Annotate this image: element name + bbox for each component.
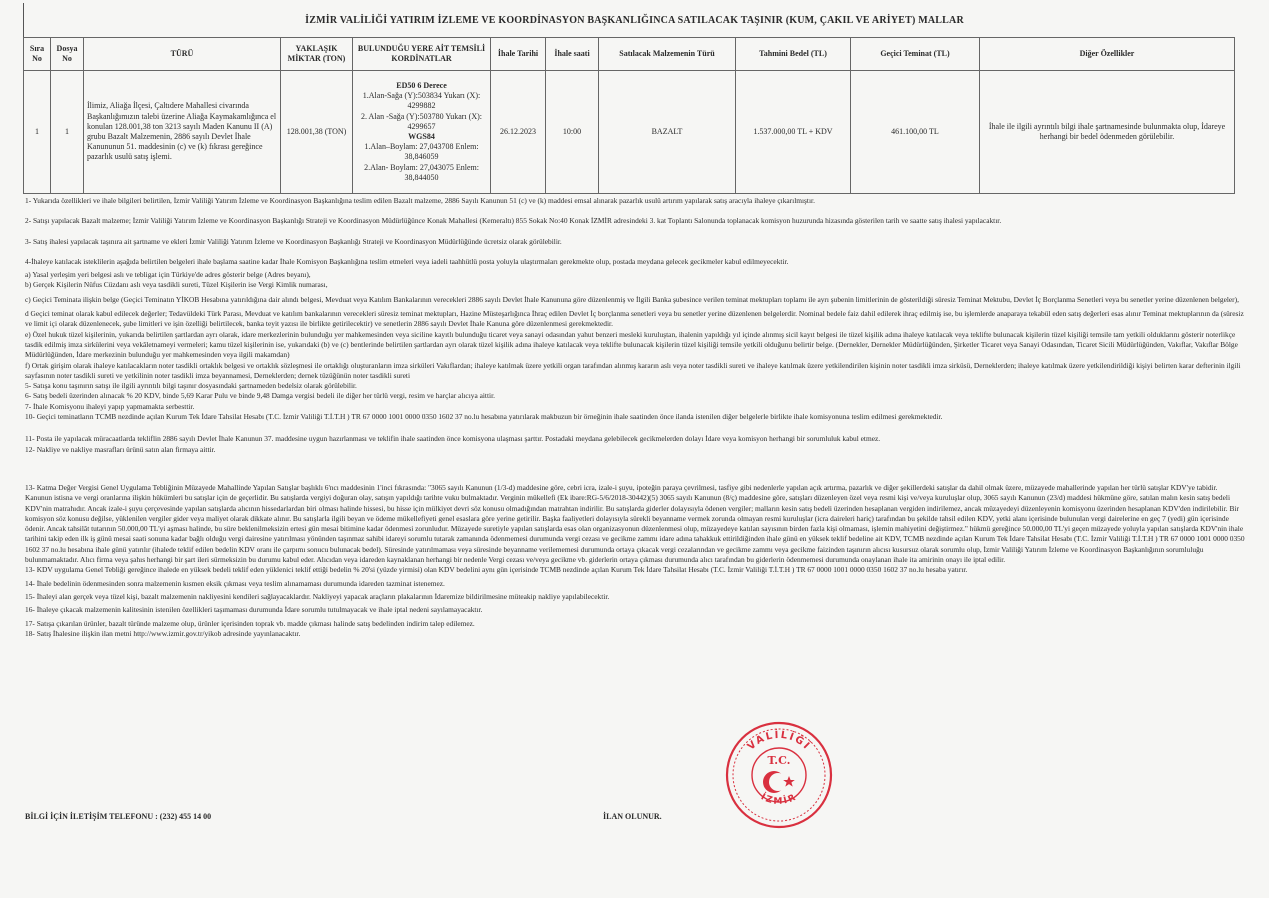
cell-diger: İhale ile ilgili ayrıntılı bilgi ihale şartnamesinde bulunmakta olup, İdareye herhangi bir bedel ödenmeden görülebilir.: [980, 71, 1235, 194]
announce-text: İLAN OLUNUR.: [603, 812, 662, 821]
note-2: 2- Satışı yapılacak Bazalt malzeme; İzmir Valiliği Yatırım İzleme ve Koordinasyon Başkanlığı Strateji ve Koordinasyon Müdürlüğünce Konak Mahallesi (Kemeraltı) 855 Sokak No:40 Konak İZMİR adresindeki 3. kat Toplantı Salonunda toplanacak komisyon huzurunda hizasında gösterilen tarih ve saatte satış ihalesi yapılacaktır.: [25, 216, 1002, 226]
stamp-top-text: VALİLİĞİ: [745, 729, 813, 753]
header-malzeme: Satılacak Malzemenin Türü: [599, 38, 736, 71]
note-13: 13- Katma Değer Vergisi Genel Uygulama Tebliğinin Müzayede Mahallinde Yapılan Satışlar başlıklı 6'ncı maddesinin 1'inci fıkrasında: "3065 sayılı Kanunun (1/3-d) maddesine göre, cebri icra, izale-i şuyu, ipoteğin paraya çevrilmesi, tasfiye gibi nedenlerle yapılan açık artırma, pazarlık ve diğer şekillerdeki satışlar da dahil olmak üzere, müzayede mahallerinde yapılan her türlü satışlar KDV'ye tabidir. Kanunun istisna ve vergi oranlarına ilişkin hükümleri bu satışlar için de geçerlidir. Bu satışlarda vergiyi doğuran olay, satışın yapıldığı tarihte vuku bulmaktadır. Verginin mükellefi (Ek ibare:RG-5/6/2018-30442)(5) 3065 sayılı Kanunun (8/ç) maddesine göre, satışları düzenleyen özel veya resmi kişi ve/veya kuruluşlar olup, 3065 sayılı Kanunun (23/d) maddesi hükmüne göre, satılan malın kesin satış bedeli KDV'nin matrahıdır. Ancak izale-i şuyu çerçevesinde yapılan satışlarda alıcının hissedarlardan biri olması halinde hissesi, bu hisse için mülkiyet devri söz konusu olmadığından matrahtan indirilir. Bu satışlarda giderler dolayısıyla ödenen vergiler; malların kesin satış bedeli üzerinden hesaplanan vergiden indirilemez, ancak müzayedeyi düzenleyenin komisyonu üzerinden hesaplanan KDV'den indirilebilir. Bir komisyon söz konusu değilse, yüklenilen vergiler gider veya maliyet olarak dikkate alınır. Bu satışlarla ilgili beyan ve ödeme mükellefiyeti genel esaslara göre yerine getirilir. Başka faaliyetleri dolayısıyla sürekli beyanname vermek zorunda olmayan resmi kuruluşlar (icra daireleri hariç) tarafından bu şekilde tahsil edilen KDV, yetki alanı içerisinde bulunulan vergi dairelerine en geç 7 (yedi) gün içerisinde ödenir. Ancak tahsilât tutarının 50.000,00 TL'yi aşması halinde, bu süre beklenilmeksizin ertesi gün mesai bitimine kadar ödenmesi zorunludur. Müzayede suretiyle yapılan satışlarda esas olan organizasyonun düzenlenmesi olup, müzayedeye katılan sayısının birden fazla kişi olmaması, işlemin mahiyetini değiştirmez." hükmü gereğince 50.000,00 TL'yi geçen müzayede yoluyla yapılan satışlarda KDV'nin ihale tarihini takip eden ilk iş günü mesai saati sonuna kadar bağlı olduğu vergi dairesine yatırılması yönünden taşınmaz sahibi idareyi sorumlu tutarak zamanında ödenmemesi durumunda vergi cezası ve gecikme zammı idare adına tahakkuk ettirildiğinden ihale günü en yüksek teklif bedeline ait KDV, TCMB nezdinde açılan Kurum Tek İdare Tahsilat Hesabı (T.C. İzmir Valiliği T.İ.T.H ) TR 67 0000 1001 0000 0350 1602 37 no.lu hesabına ihale günü yatırılır (ihalede teklif edilen bedelin KDV oranı ile çarpımı sonucu bulunacak bedel). Süresinde yatırılmaması veya süresinde beyanname verilememesi durumunda ortaya çıkacak vergi cezalarından ve gecikme zammı veya gecikme faizinden taşınırın alıcısı kusursuz olarak sorumlu olup, İzmir Valiliği Yatırım İzleme ve Koordinasyon Başkanlığının sorumluluğu bulunmamaktadır. Alıcı firma veya şahıs herhangi bir şart ileri sürmeksizin bu durumu kabul eder. Alıcıdan veya idareden kaynaklanan herhangi bir nedenle Vergi cezası ve/veya gecikme vb. giderlerin ortaya çıkması durumunda alıcı tarafından bu giderlerin ödenmemesi durumunda onaylanan ihale ita amirinin onayı ile iptal edilir.: [25, 482, 1245, 565]
cell-malzeme: BAZALT: [599, 71, 736, 194]
note-13b: 13- KDV uygulama Genel Tebliği gereğince ihalede en yüksek bedeli teklif eden yüklenici teklif ettiği bedelin % 20'si (yüzde yirmisi) olan KDV bedelini aynı gün içerisinde TCMB nezdinde açılan Kurum Tek İdare Tahsilat Hesabı (T.C. İzmir Valiliği T.İ.T.H ) TR 67 0000 1001 0000 0350 1602 37 no.lu hesaba yatırır.: [25, 565, 968, 575]
note-4: 4-İhaleye katılacak isteklilerin aşağıda belirtilen belgeleri ihale başlama saatine kadar İhale Komisyon Başkanlığına teslim etmeleri veya iadeli taahhütlü posta yoluyla ulaştırmaları gerekmekte olup, postada meydana gelecek gecikmeler kabul edilmeyecektir.: [25, 256, 789, 266]
stamp-center-text: T.C.: [767, 754, 791, 767]
coord-line-3: 1.Alan–Boylam: 27,043708 Enlem: 38,846059: [364, 142, 479, 162]
note-5: 5- Satışa konu taşınırın satışı ile ilgili ayrıntılı bilgi taşınır dosyasındaki şartnameden bedelsiz olarak görülebilir.: [25, 381, 357, 391]
cell-bedel: 1.537.000,00 TL + KDV: [736, 71, 851, 194]
cell-teminat: 461.100,00 TL: [851, 71, 980, 194]
coord-line-4: 2.Alan- Boylam: 27,043075 Enlem: 38,844050: [364, 162, 479, 182]
stamp-bottom-text: İZMİR: [758, 792, 799, 807]
header-teminat: Geçici Teminat (TL): [851, 38, 980, 71]
cell-koordinat: [353, 71, 491, 194]
note-4e: e) Özel hukuk tüzel kişilerinin, yukarıda belirtilen şartlardan ayrı olarak, idare merkezlerinin bulunduğu yer mahkemesinden veya siciline kayıtlı bulunduğu ticaret veya sanayi odasından yahut benzeri mesleki kuruluştan, ihalenin yapıldığı yıl içinde alınmış sicil kayıt belgesi ile tüzel kişilik adına ihaleye katılacak veya teklifte bulunacak kişilerin tüzel kişiliği temsile tam yetkili olduklarını gösterir noterlikçe tasdik edilmiş imza sirkülerini veya vekâletnameyi vermeleri; kamu tüzel kişilerinin ise, yukarıdaki (b) ve (c) bentlerinde belirtilen şartlardan ayrı olarak tüzel kişilik adına ihaleye katılacak veya teklifte bulunacak kişilerin tüzel kişiliği temsile yetkili olduğunu belirtir belge. (Dernekler, Dernekler Müdürlüğünden, Şirketler Ticaret veya Sanayi Odasından, Ticaret Sicili Müdürlüğünden, Vakıflar, Vakıflar Bölge Müdürlüğünden, İdare merkezinin bulunduğu yer mahkemesinden veya ilgili makamdan): [25, 329, 1238, 360]
header-miktar: YAKLAŞIK MİKTAR (TON): [281, 38, 353, 71]
header-bedel: Tahmini Bedel (TL): [736, 38, 851, 71]
note-16: 16- İhaleye çıkacak malzemenin kalitesinin istenilen özellikleri taşımaması durumunda İdare sorumlu tutulmayacak ve ihale iptal nedeni sayılamayacaktır.: [25, 605, 483, 615]
header-koordinat: BULUNDUĞU YERE AİT TEMSİLİ KORDİNATLAR: [353, 38, 491, 71]
note-18: 18- Satış İhalesine ilişkin ilan metni http://www.izmir.gov.tr/yikob adresinde yayınlanacaktır.: [25, 628, 301, 638]
cell-dosya: 1: [51, 71, 84, 194]
coord-line-1: 1.Alan-Sağa (Y):503834 Yukarı (X): 4299882: [362, 91, 481, 111]
table-header-row: [24, 38, 1235, 71]
header-dosya: Dosya No: [51, 38, 84, 71]
notes-section: [25, 196, 1245, 639]
note-4a: a) Yasal yerleşim yeri belgesi aslı ve tebligat için Türkiye'de adres gösterir belge (Adres beyanı),: [25, 270, 311, 280]
cell-tarih: 26.12.2023: [491, 71, 546, 194]
official-stamp: [724, 720, 834, 830]
cell-saat: 10:00: [546, 71, 599, 194]
note-7: 7- İhale Komisyonu ihaleyi yapıp yapmamakta serbesttir.: [25, 401, 195, 411]
table-row: [24, 71, 1235, 194]
coord-line-2: 2. Alan -Sağa (Y):503780 Yukarı (X): 4299657: [360, 111, 482, 131]
crescent-star-icon: [763, 771, 795, 793]
note-4b: b) Gerçek Kişilerin Nüfus Cüzdanı aslı veya tasdikli sureti, Tüzel Kişilerin ise Vergi Kimlik numarası,: [25, 280, 328, 290]
cell-miktar: 128.001,38 (TON): [281, 71, 353, 194]
note-1: 1- Yukarıda özellikleri ve ihale bilgileri belirtilen, İzmir Valiliği Yatırım İzleme ve Koordinasyon Başkanlığına teslim edilen Bazalt malzeme, 2886 Sayılı Kanunun 51 (c) ve (k) maddesi emsal alınarak pazarlık usulü artırım yapılarak satış aracıyla ihaleye çıkarılmıştır.: [25, 196, 815, 205]
note-12: 12- Nakliye ve nakliye masrafları ürünü satın alan firmaya aittir.: [25, 444, 216, 454]
note-17: 17- Satışa çıkarılan ürünler, bazalt türünde malzeme olup, ürünler içerisinden toprak vb. madde çıkması halinde satış bedelinden indirim talep edilemez.: [25, 618, 475, 628]
note-6: 6- Satış bedeli üzerinden alınacak % 20 KDV, binde 5,69 Karar Pulu ve binde 9,48 Damga vergisi bedeli ile diğer her türlü vergi, resim ve harçlar alıcıya aittir.: [25, 391, 495, 401]
note-11: 11- Posta ile yapılacak müracaatlarda tekliflin 2886 sayılı Devlet İhale Kanunun 37. maddesine uygun hazırlanması ve teklifin ihale saatinden önce komisyona ulaşması şarttır. Postadaki meydana gelebilecek gecikmelerden dolayı İdare veya komisyon herhangi bir sorumluluk kabul etmez.: [25, 434, 881, 444]
note-14: 14- İhale bedelinin ödenmesinden sonra malzemenin kısmen eksik çıkması veya teslim alınamaması durumunda idareden tazminat istenemez.: [25, 578, 445, 588]
note-4f: f) Ortak girişim olarak ihaleye katılacakların noter tasdikli ortaklık belgesi ve ortaklık sözleşmesi ile ortaklığı oluşturanların imza sirküleri Vakıflardan; ihaleye katılmak üzere yetkili organ tarafından alınmış kararın aslı veya noter tasdikli sureti ve ihaleye katılmak üzere yetkilendirilen kişinin noter tasdikli imza sirküsü, Derneklerden; ihaleye katılmak üzere yetkilendirildiği kişiyi belirten karar defterinin ilgili sayfasının noter tasdikli sureti ve yetkilinin noter tasdikli imza beyannamesi, Derneklerden; dernek tüzüğünün noter tasdikli sureti: [25, 360, 1241, 380]
coord-ed50: ED50 6 Derece: [396, 80, 447, 90]
header-saat: İhale saati: [546, 38, 599, 71]
auction-table: [23, 37, 1235, 194]
note-4c: c) Geçici Teminata ilişkin belge (Geçici Teminatın YİKOB Hesabına yatırıldığına dair alındı belgesi, Mevduat veya Katılım Bankalarının verecekleri 2886 sayılı Devlet İhale Kanununa göre düzenlenmiş ve İlgili Banka şubesince verilen teminat mektupları toplamı ile ayrı şubenin limitlerinin de gösterildiği süresiz Teminat Mektubu, Devlet İç Borçlanma Senetleri veya bu senetler yerine düzenlenen belgeler),: [25, 294, 1239, 304]
header-tarih: İhale Tarihi: [491, 38, 546, 71]
header-turu: TÜRÜ: [84, 38, 281, 71]
cell-sira: 1: [24, 71, 51, 194]
note-15: 15- İhaleyi alan gerçek veya tüzel kişi, bazalt malzemenin nakliyesini kendileri sağlayacaklardır. Nakliyeyi yapacak araçların plakalarının İdaremize bildirilmesine müteakip nakliye yapılabilecektir.: [25, 591, 610, 601]
document-title: İZMİR VALİLİĞİ YATIRIM İZLEME VE KOORDİNASYON BAŞKANLIĞINCA SATILACAK TAŞINIR (KUM, ÇAKIL VE ARİYET) MALLAR: [305, 15, 964, 26]
cell-turu: İlimiz, Aliağa İlçesi, Çaltıdere Mahallesi civarında Başkanlığımızın talebi üzerine Aliağa Kaymakamlığınca el konulan 128.001,38 ton 3213 sayılı Maden Kanunu II (A) grubu Bazalt Malzemenin, 2886 sayılı Devlet İhale Kanununun 51. maddesinin (c) ve (k) fıkrası gereğince pazarlık usulü satış işlemi.: [84, 71, 281, 194]
note-10: 10- Geçici teminatların TCMB nezdinde açılan Kurum Tek İdare Tahsilat Hesabı (T.C. İzmir Valiliği T.İ.T.H ) TR 67 0000 1001 0000 0350 1602 37 no.lu hesabına yatırılarak makbuzun bir örneğinin ihale saatinden önce ilanda istenilen diğer belgelerle birlikte ihale komisyonuna teslim edilmesi gerekmektedir.: [25, 412, 943, 422]
header-diger: Diğer Özellikler: [980, 38, 1235, 71]
coord-wgs: WGS84: [408, 132, 435, 141]
note-3: 3- Satış ihalesi yapılacak taşınıra ait şartname ve ekleri İzmir Valiliği Yatırım İzleme ve Koordinasyon Başkanlığı Strateji ve Koordinasyon Müdürlüğünde ücretsiz olarak görülebilir.: [25, 236, 562, 246]
footer: [25, 812, 1245, 821]
header-sira: Sıra No: [24, 38, 51, 71]
contact-phone: BİLGİ İÇİN İLETİŞİM TELEFONU : (232) 455 14 00: [25, 812, 212, 821]
note-4d: d Geçici teminat olarak kabul edilecek değerler; Tedavüldeki Türk Parası, Mevduat ve katılım bankalarının verecekleri süresiz teminat mektupları, Hazine Müsteşarlığınca İhraç edilen Devlet İç borçlanma senetleri veya bu senetler yerine düzenlenen belgelerdir. Nominal bedele faiz dahil edilerek ihraç edilmiş ise, bu işlemlerde anaparaya tekabül eden satış değerleri esas alınır Teminat mektuplarının da (süresiz ve limit içi olarak düzenlenecek, şube limitleri ve işin özelliği belirtilecek, banka teyit yazısı ile birlikte getirilecektir) ve senetlerin 2886 sayılı Devlet İhale Kanuna göre düzenlenmesi gerekmektedir.: [25, 309, 1244, 329]
